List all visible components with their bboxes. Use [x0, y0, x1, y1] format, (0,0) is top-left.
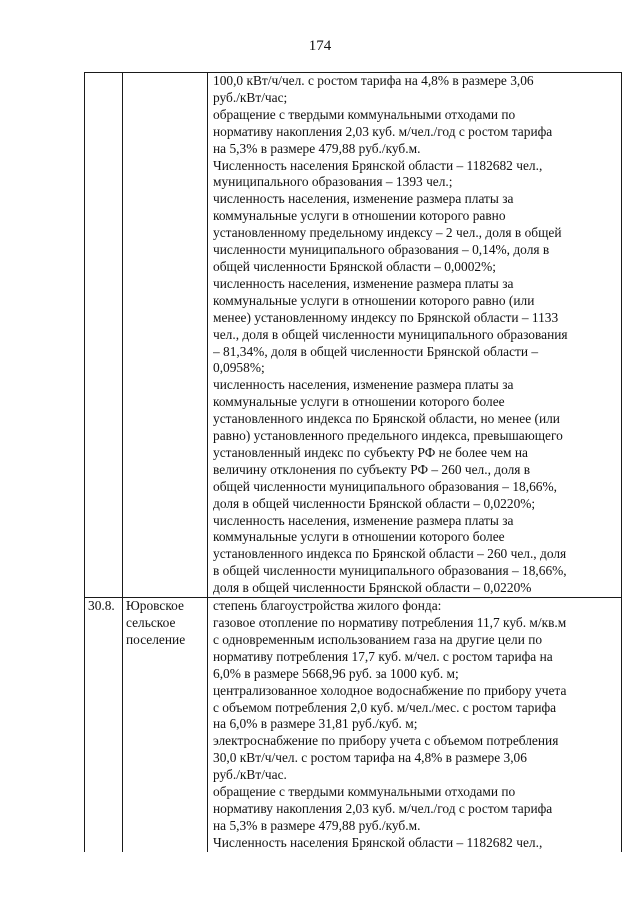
text-line: общей численности Брянской области – 0,0002%; [213, 258, 496, 274]
page-number: 174 [308, 38, 332, 54]
text-line: общей численности муниципального образования – 18,66%, [213, 478, 557, 494]
text-line: с объемом потребления 2,0 куб. м/чел./мес. с ростом тарифа [213, 699, 557, 715]
municipality-name-line: сельское [126, 615, 176, 630]
text-line: численность населения, изменение размера платы за [213, 191, 514, 207]
text-line: муниципального образования – 1393 чел.; [213, 174, 453, 190]
text-line: коммунальные услуги в отношении которого равно [213, 208, 506, 224]
text-line: Численность населения Брянской области – 1182682 чел., [213, 834, 543, 850]
text-line: доля в общей численности Брянской области – 0,0220%; [213, 495, 536, 511]
text-line: обращение с твердыми коммунальными отходами по [213, 106, 516, 122]
table-row [85, 598, 622, 852]
municipality-name-cell [123, 73, 208, 598]
text-line: установленного индекса по Брянской области, но менее (или [213, 411, 560, 427]
text-line: – 81,34%, доля в общей численности Брянской области – [213, 343, 539, 359]
tariff-table [84, 72, 622, 852]
row-number-cell [85, 73, 123, 598]
text-line: степень благоустройства жилого фонда: [213, 598, 442, 614]
row-number-cell: 30.8. [85, 598, 123, 852]
text-line: нормативу потребления 17,7 куб. м/чел. с ростом тарифа на [213, 648, 553, 664]
text-line: доля в общей численности Брянской области – 0,0220% [213, 580, 532, 596]
text-line: численность населения, изменение размера платы за [213, 377, 514, 393]
text-line: менее) установленному индексу по Брянской области – 1133 [213, 309, 559, 325]
text-line: коммунальные услуги в отношении которого более [213, 529, 505, 545]
text-line: нормативу накопления 2,03 куб. м/чел./год с ростом тарифа [213, 800, 553, 816]
text-line: 100,0 кВт/ч/чел. с ростом тарифа на 4,8% в размере 3,06 [213, 73, 534, 88]
text-line: на 5,3% в размере 479,88 руб./куб.м. [213, 140, 421, 156]
text-line: централизованное холодное водоснабжение по прибору учета [213, 682, 567, 698]
table-row [85, 73, 622, 598]
text-line: установленному предельному индексу – 2 чел., доля в общей [213, 225, 562, 241]
text-line: коммунальные услуги в отношении которого более [213, 394, 505, 410]
text-line: установленного индекса по Брянской области – 260 чел., доля [213, 546, 567, 562]
text-line: численность населения, изменение размера платы за [213, 512, 514, 528]
text-line: равно) установленного предельного индекса, превышающего [213, 428, 563, 444]
text-line: чел., доля в общей численности муниципального образования [213, 326, 568, 342]
text-line: величину отклонения по субъекту РФ – 260 чел., доля в [213, 461, 531, 477]
text-line: обращение с твердыми коммунальными отходами по [213, 784, 516, 800]
text-line: руб./кВт/час; [213, 89, 288, 105]
text-line: с одновременным использованием газа на другие цели по [213, 631, 543, 647]
text-line: на 5,3% в размере 479,88 руб./куб.м. [213, 817, 421, 833]
municipality-name-line: поселение [126, 631, 186, 647]
municipality-name-cell [123, 598, 208, 852]
description-cell [208, 598, 622, 852]
text-line: коммунальные услуги в отношении которого равно (или [213, 292, 535, 308]
text-line: Численность населения Брянской области – 1182682 чел., [213, 157, 543, 173]
text-line: 30,0 кВт/ч/чел. с ростом тарифа на 4,8% в размере 3,06 [213, 750, 527, 766]
text-line: численность населения, изменение размера платы за [213, 275, 514, 291]
text-line: численности муниципального образования – 0,14%, доля в [213, 242, 550, 258]
text-line: газовое отопление по нормативу потребления 11,7 куб. м/кв.м [213, 615, 567, 630]
text-line: в общей численности муниципального образования – 18,66%, [213, 563, 567, 579]
text-line: 6,0% в размере 5668,96 руб. за 1000 куб. м; [213, 665, 459, 681]
text-line: руб./кВт/час. [213, 767, 287, 783]
text-line: 0,0958%; [213, 360, 265, 376]
municipality-name-line: Юровское [126, 598, 184, 614]
text-line: нормативу накопления 2,03 куб. м/чел./год с ростом тарифа [213, 123, 553, 139]
text-line: на 6,0% в размере 31,81 руб./куб. м; [213, 716, 418, 732]
description-cell [208, 73, 622, 598]
text-line: электроснабжение по прибору учета с объемом потребления [213, 733, 559, 749]
text-line: установленный индекс по субъекту РФ не более чем на [213, 444, 528, 460]
